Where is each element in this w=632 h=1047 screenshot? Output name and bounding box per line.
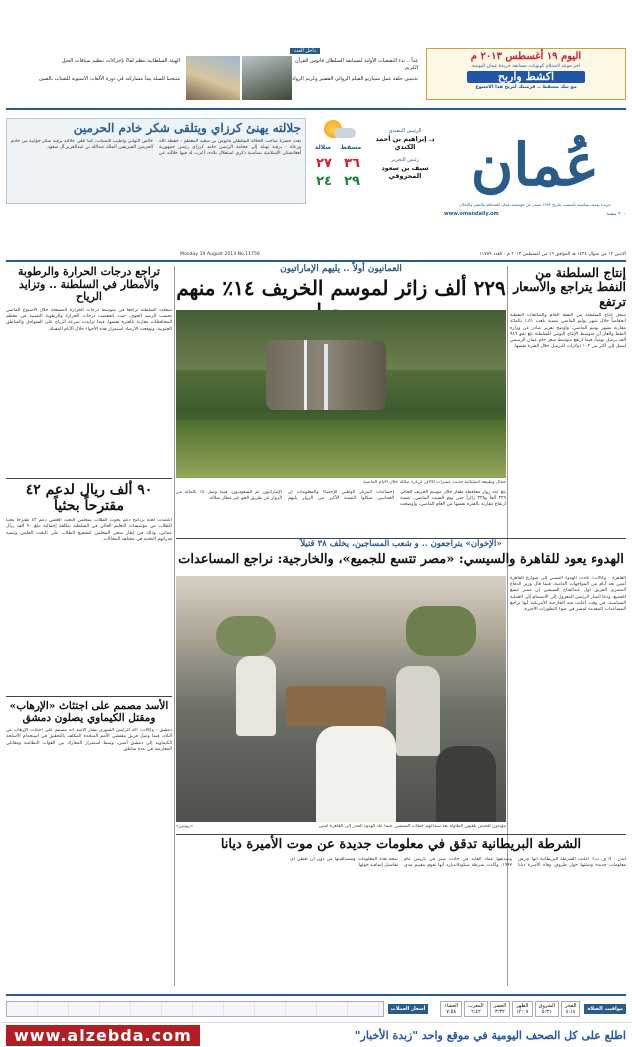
prayer-cell: [490, 1001, 510, 1017]
newspaper-logo: عُمان: [470, 131, 600, 199]
editor-label: رئيس التحرير: [391, 157, 419, 163]
waterfall-caption: جمال وطبيعة استثنائية جذبت عشرات الآلاف لزيارة صلالة خلال الأيام الماضية: [363, 480, 506, 485]
inside-photo-1: [242, 56, 292, 100]
weather-title: تراجع درجات الحرارة والرطوبة والأمطار في السلطنة .. وتزايد الرياح: [18, 265, 160, 304]
egypt-caption: [176, 824, 506, 830]
syria-title: الأسد مصمم على اجتثاث «الإرهاب» ومقتل الكيماوي يصلون دمشق: [9, 700, 169, 725]
diana-headline: الشرطة البريطانية تدقق في معلومات جديدة عن موت الأميرة ديانا: [220, 837, 582, 852]
prayer-cell: [440, 1001, 462, 1017]
research-text: اعتمدت لجنة برنامج دعم بحوث الطلاب بمجلس البحث العلمي دعم ٤٢ مقترحاً بحثياً للطلاب من مؤسسات التعليم العالي في السلطنة بتكلفة إجمالية تبلغ ٩٠ ألف ريال عماني، وذلك في إطار سعي المجلس لتشجيع الطلاب على البحث العلمي وتنمية قدراتهم البحثية في مختلف المجالات.: [6, 518, 172, 542]
egypt-photo: [176, 576, 506, 822]
karzai-title: جلالته يهنئ كرزاي ويتلقى شكر خادم الحرمين: [73, 121, 301, 135]
inside-item-3[interactable]: الهيئة السلطانية تنظم لقاءً بإجراءات تنظيم سباقات الخيل: [61, 58, 180, 64]
date-line: [180, 252, 626, 257]
karzai-story[interactable]: [6, 118, 306, 204]
price: ٢٠٠ بيسة: [606, 211, 626, 217]
egypt-credit: «رويترز»: [176, 824, 194, 829]
oil-text: سجل إنتاج السلطنة من النفط الخام والمكثفات النفطية انخفاضاً خلال شهر يوليو الماضي بنسبة بلغت ١.٥١ بالمائة مقارنة بشهر يونيو الماضي، وأوضح تقرير صادر عن وزارة النفط والغاز أن متوسط الإنتاج اليومي للسلطنة بلغ نحو ٩٤٦ ألف برميل يومياً، فيما ارتفع متوسط سعر خام عمان الرسمي ليصل إلى أكثر من ١٠٣ دولارات للبرميل خلال الفترة نفسها.: [510, 313, 626, 350]
editor-name: سيف بن سعود المحروقي: [381, 164, 429, 180]
egypt-text-column: [510, 576, 626, 832]
main-kicker: العمانيون أولاً .. يليهم الإماراتيون: [280, 264, 402, 274]
website[interactable]: www.omandaily.om: [444, 211, 499, 217]
weather-max-2: ٢٧: [316, 156, 332, 171]
main-text: بلغ عدد زوار محافظة ظفار خلال موسم الخريف الحالي ٢٢٩ ألفاً و٣٣٨ زائراً حتى يوم السبت الماضي، بنسبة ارتفاع مقارنة بالفترة نفسها من العام الماضي، وأوضحت إحصائيات المركز الوطني للإحصاء والمعلومات أن العمانيين شكلوا النسبة الأكبر من الزوار يليهم الإماراتيون ثم السعوديون، فيما وصل ١٤ بالمائة من الزوار عن طريق الجو عبر مطار صلالة.: [176, 490, 506, 508]
inside-item-1[interactable]: غداً .. بدء التصفيات الأولية لمسابقة السلطان قابوس للقرآن الكريم: [294, 58, 418, 71]
egypt-story[interactable]: [176, 540, 626, 568]
weather-box: [310, 118, 366, 198]
prayer-name: العصر: [493, 1003, 507, 1009]
chief-label: الرئيس التنفيذي: [388, 128, 422, 134]
egypt-kicker: «الإخوان» يتراجعون .. و شعب المساجين، يخلف ٣٨ قتيلاً: [300, 539, 502, 549]
weather-story[interactable]: [6, 266, 172, 476]
prayer-name: الشروق: [538, 1003, 555, 1009]
prayer-time: ٤:١٤: [565, 1009, 576, 1015]
banner-slogan: اطلع على كل الصحف اليومية في موقع واحد "زبدة الأخبار": [354, 1028, 626, 1042]
weather-text: سجلت السلطنة تراجعاً في متوسط درجات الحرارة المسجلة خلال الأسبوع الماضي بحسب الرصد الجوي، حيث انخفضت درجات الحرارة والرطوبة النسبية في معظم المحافظات مقارنة بالفترة نفسها، فيما تزايدت سرعة الرياح على السواحل والمناطق الجنوبية، وتوقعت الأرصاد استمرار هذه الأجواء خلال الأيام المقبلة.: [6, 307, 172, 332]
cloud-icon: [334, 128, 356, 138]
info-strip: [6, 998, 626, 1020]
prayer-name: العشاء: [444, 1003, 459, 1009]
ad-title: اكشط واربح: [467, 71, 585, 84]
diana-text: لندن - (أ ف ب): أعلنت الشرطة البريطانية أنها تدرس معلومات جديدة وصلتها حول ظروف وفاة الأميرة ديانا وصديقها عماد الفايد في حادث سير في باريس عام ١٩٩٧، وأكدت شرطة سكوتلانديارد أنها تقوم بتقييم مدى صحة هذه المعلومات ومصداقيتها من دون أن تعطي أي تفاصيل إضافية حولها.: [290, 856, 626, 869]
main-headline: ٢٢٩ ألف زائر لموسم الخريف ١٤٪ منهم: [176, 276, 506, 301]
prayer-time: ٣:٣٢: [495, 1009, 505, 1015]
date-ar: الاثنين ١٢ من شوال ١٤٣٤ هـ الموافق ١٩ من أغسطس ٢٠١٣ م - العدد ١١٧٥٩: [479, 252, 626, 257]
inside-label: داخل العدد: [290, 48, 320, 54]
currency-label: أسعار العملات: [388, 1004, 429, 1014]
diana-story[interactable]: [176, 838, 626, 969]
inside-item-2[interactable]: تدشين حلقة عمل سيناريو الفيلم الروائي القصير وكريم الرواد: [292, 76, 418, 82]
logo-subtitle: جريدة يومية سياسية تأسست بتاريخ ١٩٧٢ تصدر عن مؤسسة عمان للصحافة والنشر والإعلان: [459, 202, 611, 207]
editors: [366, 128, 444, 180]
prayer-time: ٧:٥٨: [446, 1009, 457, 1015]
masthead: [444, 112, 626, 252]
prayer-table: [440, 1001, 580, 1017]
chief-name: د. إبراهيم بن أحمد الكندي: [375, 135, 435, 151]
prayer-label: مواقيت الصلاة: [584, 1004, 626, 1014]
weather-min-1: ٢٩: [344, 174, 360, 189]
prayer-time: ٦:٤٢: [470, 1009, 481, 1015]
date-en: Monday 19 August 2013 No.11759: [180, 252, 260, 257]
prayer-time: ٥:٣١: [541, 1009, 552, 1015]
prayer-cell: [512, 1001, 532, 1017]
inside-issue: [6, 48, 420, 104]
syria-story[interactable]: [6, 700, 172, 990]
oil-story[interactable]: [510, 266, 626, 536]
ad-sub: مع بنك مسقط .. فرصتك لتربح هذا الاسبوع: [475, 85, 577, 91]
prayer-cell: [561, 1001, 580, 1017]
research-story[interactable]: [6, 482, 172, 692]
currency-table: [6, 1001, 384, 1017]
egypt-caption-text: مؤيدون للجيش يلعبون الطاولة بعد سماعهم خطاب السيسي، فيما عاد الهدوء الحذر إلى القاهرة أمس: [318, 824, 506, 829]
prayer-name: الفجر: [565, 1003, 577, 1009]
prayer-name: الظهر: [516, 1003, 529, 1009]
prayer-name: المغرب: [468, 1003, 484, 1009]
syria-text: دمشق - وكالات: أكد الرئيس السوري بشار الأسد أنه مصمم على اجتثاث الإرهاب من البلاد، فيما وصل فريق مفتشي الأمم المتحدة المكلف بالتحقيق في استخدام الأسلحة الكيماوية إلى دمشق أمس، وسط استمرار المعارك بين القوات النظامية ومقاتلي المعارضة في عدة مناطق.: [6, 728, 172, 752]
top-right-ad[interactable]: [426, 48, 626, 100]
prayer-cell: [464, 1001, 488, 1017]
bottom-banner[interactable]: [0, 1022, 632, 1047]
research-title: ٩٠ ألف ريال لدعم ٤٢ مقترحاً بحثياً: [25, 482, 153, 515]
ad-line: اخر موعد لاستلام كوبونات مسابقة جريدة عمان اليومية: [471, 63, 581, 69]
inside-item-4[interactable]: منتخبنا للسلة يبدأ مشاركته في دورة الألعاب الآسيوية للشباب بالصين: [38, 76, 180, 82]
egypt-text: القاهرة - وكالات: عادت الهدوء النسبي إلى شوارع القاهرة أمس بعد أيام من المواجهات الدامية، فيما قال وزير الدفاع المصري الفريق أول عبدالفتاح السيسي إن مصر تتسع للجميع، ودعا أنصار الرئيس المعزول إلى الانضمام إلى العملية السياسية، في وقت أعلنت فيه الخارجية الأمريكية أنها تراجع المساعدات المقدمة لمصر في ضوء التطورات الأخيرة.: [510, 576, 626, 613]
weather-city-1: مسقط: [340, 144, 362, 151]
inside-photo-2: [186, 56, 240, 100]
weather-min-2: ٢٤: [316, 174, 332, 189]
banner-url[interactable]: www.alzebda.com: [6, 1025, 200, 1046]
waterfall-photo: [176, 310, 506, 478]
karzai-text: بعث حضرة صاحب الجلالة السلطان قابوس بن سعيد المعظم - حفظه الله ورعاه - برقية تهنئة إلى فخامة الرئيس حامد كرزاي رئيس جمهورية أفغانستان الإسلامية بمناسبة ذكرى استقلال بلاده، أعرب له فيها جلالته عن خالص التهاني وأطيب التمنيات، كما تلقى جلالته برقية شكر جوابية من خادم الحرمين الشريفين الملك عبدالله بن عبدالعزيز آل سعود.: [11, 138, 301, 157]
oil-title: إنتاج السلطنة من النفط يتراجع والأسعار ترتفع: [513, 265, 626, 309]
ad-date: اليوم ١٩ أغسطس ٢٠١٣ م: [470, 51, 582, 62]
weather-city-2: صلالة: [314, 144, 332, 151]
egypt-headline: الهدوء يعود للقاهرة والسيسي: «مصر تتسع للجميع»، والخارجية: نراجع المساعدات: [178, 551, 624, 567]
weather-max-1: ٣٦: [344, 156, 360, 171]
prayer-time: ١٢:٠٧: [516, 1009, 529, 1015]
prayer-cell: [535, 1001, 559, 1017]
